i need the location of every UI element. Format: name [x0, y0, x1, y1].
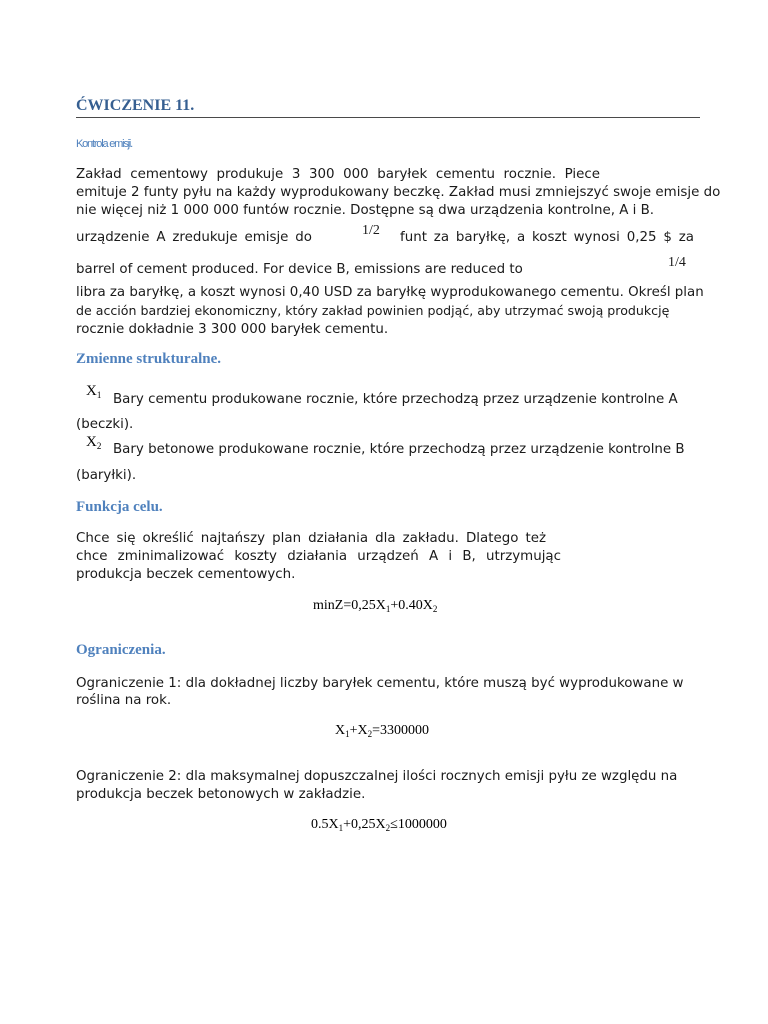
constraint-2-line-1: Ograniczenie 2: dla maksymalnej dopuszczalnej ilości rocznych emisji pyłu ze względu na: [76, 769, 678, 784]
intro-line-4b: funt za baryłkę, a koszt wynosi 0,25 $ za: [400, 230, 694, 245]
intro-line-4a: urządzenie A zredukuje emisje do: [76, 230, 312, 245]
objective-formula-sub-2: 2: [432, 604, 438, 614]
objective-line-3: produkcja beczek cementowych.: [76, 567, 296, 582]
intro-line-5: barrel of cement produced. For device B, emissions are reduced to: [76, 262, 523, 277]
constraint-2-formula: [311, 817, 447, 833]
section-subtitle: Kontrola emisji.: [76, 138, 132, 150]
variable-x1-description: Bary cementu produkowane rocznie, które przechodzą przez urządzenie kontrolne A: [113, 392, 678, 407]
title-underline: [76, 117, 700, 118]
objective-line-1: Chce się określić najtańszy plan działania dla zakładu. Dlatego też: [76, 531, 546, 546]
constraint-1-part-2: +X: [349, 723, 368, 738]
objective-formula-part-1: minZ=0,25X: [313, 598, 386, 613]
constraint-1-line-1: Ograniczenie 1: dla dokładnej liczby baryłek cementu, które muszą być wyprodukowane w: [76, 676, 684, 691]
variable-x1: [86, 383, 101, 400]
constraint-1-line-2: roślina na rok.: [76, 693, 172, 708]
variable-x2-description: Bary betonowe produkowane rocznie, które przechodzą przez urządzenie kontrolne B: [113, 442, 685, 457]
constraint-2-part-3: ≤1000000: [390, 817, 447, 832]
variable-x1-subscript: 1: [96, 390, 102, 400]
constraint-2-line-2: produkcja beczek betonowych w zakładzie.: [76, 787, 366, 802]
fraction-device-a: 1/2: [362, 223, 380, 238]
intro-line-1: Zakład cementowy produkuje 3 300 000 baryłek cementu rocznie. Piece: [76, 167, 600, 182]
constraint-2-part-2: +0,25X: [343, 817, 386, 832]
objective-formula-sub-1: 1: [385, 604, 391, 614]
fraction-device-b: 1/4: [668, 255, 686, 270]
variable-x2-unit: (baryłki).: [76, 468, 137, 483]
objective-formula-part-2: +0.40X: [390, 598, 433, 613]
constraint-1-sub-1: 1: [345, 729, 350, 739]
heading-constraints: Ograniczenia.: [76, 642, 166, 658]
intro-line-6: libra za baryłkę, a koszt wynosi 0,40 USD za baryłkę wyprodukowanego cementu. Określ plan: [76, 285, 704, 300]
objective-line-2: chce zminimalizować koszty działania urządzeń A i B, utrzymując: [76, 549, 561, 564]
constraint-1-sub-2: 2: [367, 729, 373, 739]
constraint-1-formula: [335, 723, 429, 739]
intro-line-2: emituje 2 funty pyłu na każdy wyprodukowany beczkę. Zakład musi zmniejszyć swoje emisje do: [76, 185, 721, 200]
heading-structural-variables: Zmienne strukturalne.: [76, 351, 222, 367]
variable-x2-symbol: X: [86, 434, 97, 450]
page-title: ĆWICZENIE 11.: [76, 97, 195, 114]
constraint-1-part-1: X: [335, 723, 346, 738]
heading-objective-function: Funkcja celu.: [76, 499, 163, 515]
intro-line-7: de acción bardziej ekonomiczny, który zakład powinien podjąć, aby utrzymać swoją produkcję: [76, 303, 670, 318]
constraint-2-part-1: 0.5X: [311, 817, 339, 832]
variable-x1-symbol: X: [86, 383, 97, 399]
intro-line-8: rocznie dokładnie 3 300 000 baryłek cementu.: [76, 322, 389, 337]
intro-line-3: nie więcej niż 1 000 000 funtów rocznie. Dostępne są dwa urządzenia kontrolne, A i B.: [76, 203, 655, 218]
constraint-2-sub-1: 1: [338, 823, 344, 833]
variable-x2-subscript: 2: [96, 441, 102, 451]
constraint-2-sub-2: 2: [385, 823, 391, 833]
constraint-1-part-3: =3300000: [372, 723, 430, 738]
variable-x2: [86, 434, 101, 451]
objective-formula: [313, 598, 437, 614]
variable-x1-unit: (beczki).: [76, 417, 134, 432]
